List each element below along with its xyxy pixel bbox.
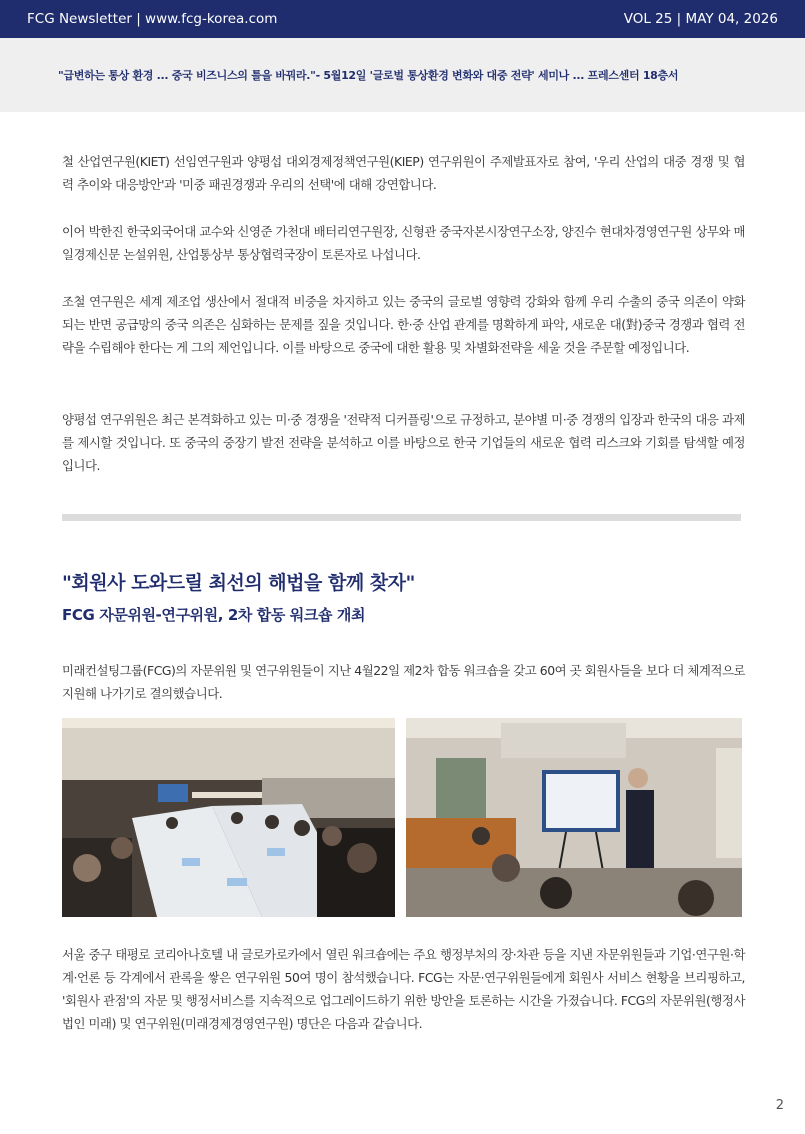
page-number: 2 (775, 1098, 784, 1113)
section-divider (62, 514, 741, 521)
article2-intro: 미래컨설팅그룹(FCG)의 자문위원 및 연구위원들이 지난 4월22일 제2차 합동 워크숍을 갖고 60여 곳 회원사들을 보다 더 체계적으로 지원해 나가기로 결의했습니다. (62, 663, 745, 701)
article1-paragraph-2: 이어 박한진 한국외국어대 교수와 신영준 가천대 배터리연구원장, 신형관 중국자본시장연구소장, 양진수 현대차경영연구원 상무와 매일경제신문 논설위원, 산업통상부 통상협력국장이 토론자로 나섭니다. (62, 224, 745, 262)
newsletter-site-label: FCG Newsletter | www.fcg-korea.com (27, 11, 278, 27)
article2-headline: "회원사 도와드릴 최선의 해법을 함께 찾자" (62, 572, 415, 594)
issue-date-label: VOL 25 | MAY 04, 2026 (623, 11, 778, 27)
newsletter-header (0, 0, 805, 38)
workshop-photo-meeting-table (62, 718, 395, 917)
workshop-photo-presentation (406, 718, 742, 917)
article1-paragraph-3: 조철 연구원은 세계 제조업 생산에서 절대적 비중을 차지하고 있는 중국의 글로벌 영향력 강화와 함께 우리 수출의 중국 의존이 약화되는 반면 공급망의 중국 의존은 심화하는 문제를 짚을 것입니다. 한·중 산업 관계를 명확하게 파악, 새로운 대(對)중국 경쟁과 협력 전략을 수립해야 한다는 게 그의 제언입니다. 이를 바탕으로 중국에 대한 활용 및 차별화전략을 세울 것을 주문할 예정입니다. (62, 294, 745, 355)
article2-body: 서울 중구 태평로 코리아나호텔 내 글로카로카에서 열린 워크숍에는 주요 행정부처의 장·차관 등을 지낸 자문위원들과 기업·연구원·학계·언론 등 각계에서 관록을 쌓은 연구위원 50여 명이 참석했습니다. FCG는 자문·연구위원들에게 회원사 서비스 현황을 브리핑하고, '회원사 관점'의 자문 및 행정서비스를 지속적으로 업그레이드하기 위한 방안을 토론하는 시간을 가졌습니다. FCG의 자문위원(행정사 법인 미래) 및 연구위원(미래경제경영연구원) 명단은 다음과 같습니다. (62, 947, 745, 1031)
seminar-banner-text: "급변하는 통상 환경 ... 중국 비즈니스의 틀을 바꿔라."- 5월12일 '글로벌 통상환경 변화와 대중 전략' 세미나 ... 프레스센터 18층서 (58, 69, 679, 82)
seminar-banner (0, 38, 805, 112)
article1-paragraph-1: 철 산업연구원(KIET) 선임연구원과 양평섭 대외경제정책연구원(KIEP) 연구위원이 주제발표자로 참여, '우리 산업의 대중 경쟁 및 협력 추이와 대응방안'과 '미중 패권경쟁과 우리의 선택'에 대해 강연합니다. (62, 154, 745, 192)
article1-paragraph-4: 양평섭 연구위원은 최근 본격화하고 있는 미·중 경쟁을 '전략적 디커플링'으로 규정하고, 분야별 미·중 경쟁의 입장과 한국의 대응 과제를 제시할 것입니다. 또 중국의 중장기 발전 전략을 분석하고 이를 바탕으로 한국 기업들의 새로운 협력 리스크와 기회를 탐색할 예정입니다. (62, 412, 745, 473)
article2-subheadline: FCG 자문위원-연구위원, 2차 합동 워크숍 개최 (62, 606, 366, 624)
